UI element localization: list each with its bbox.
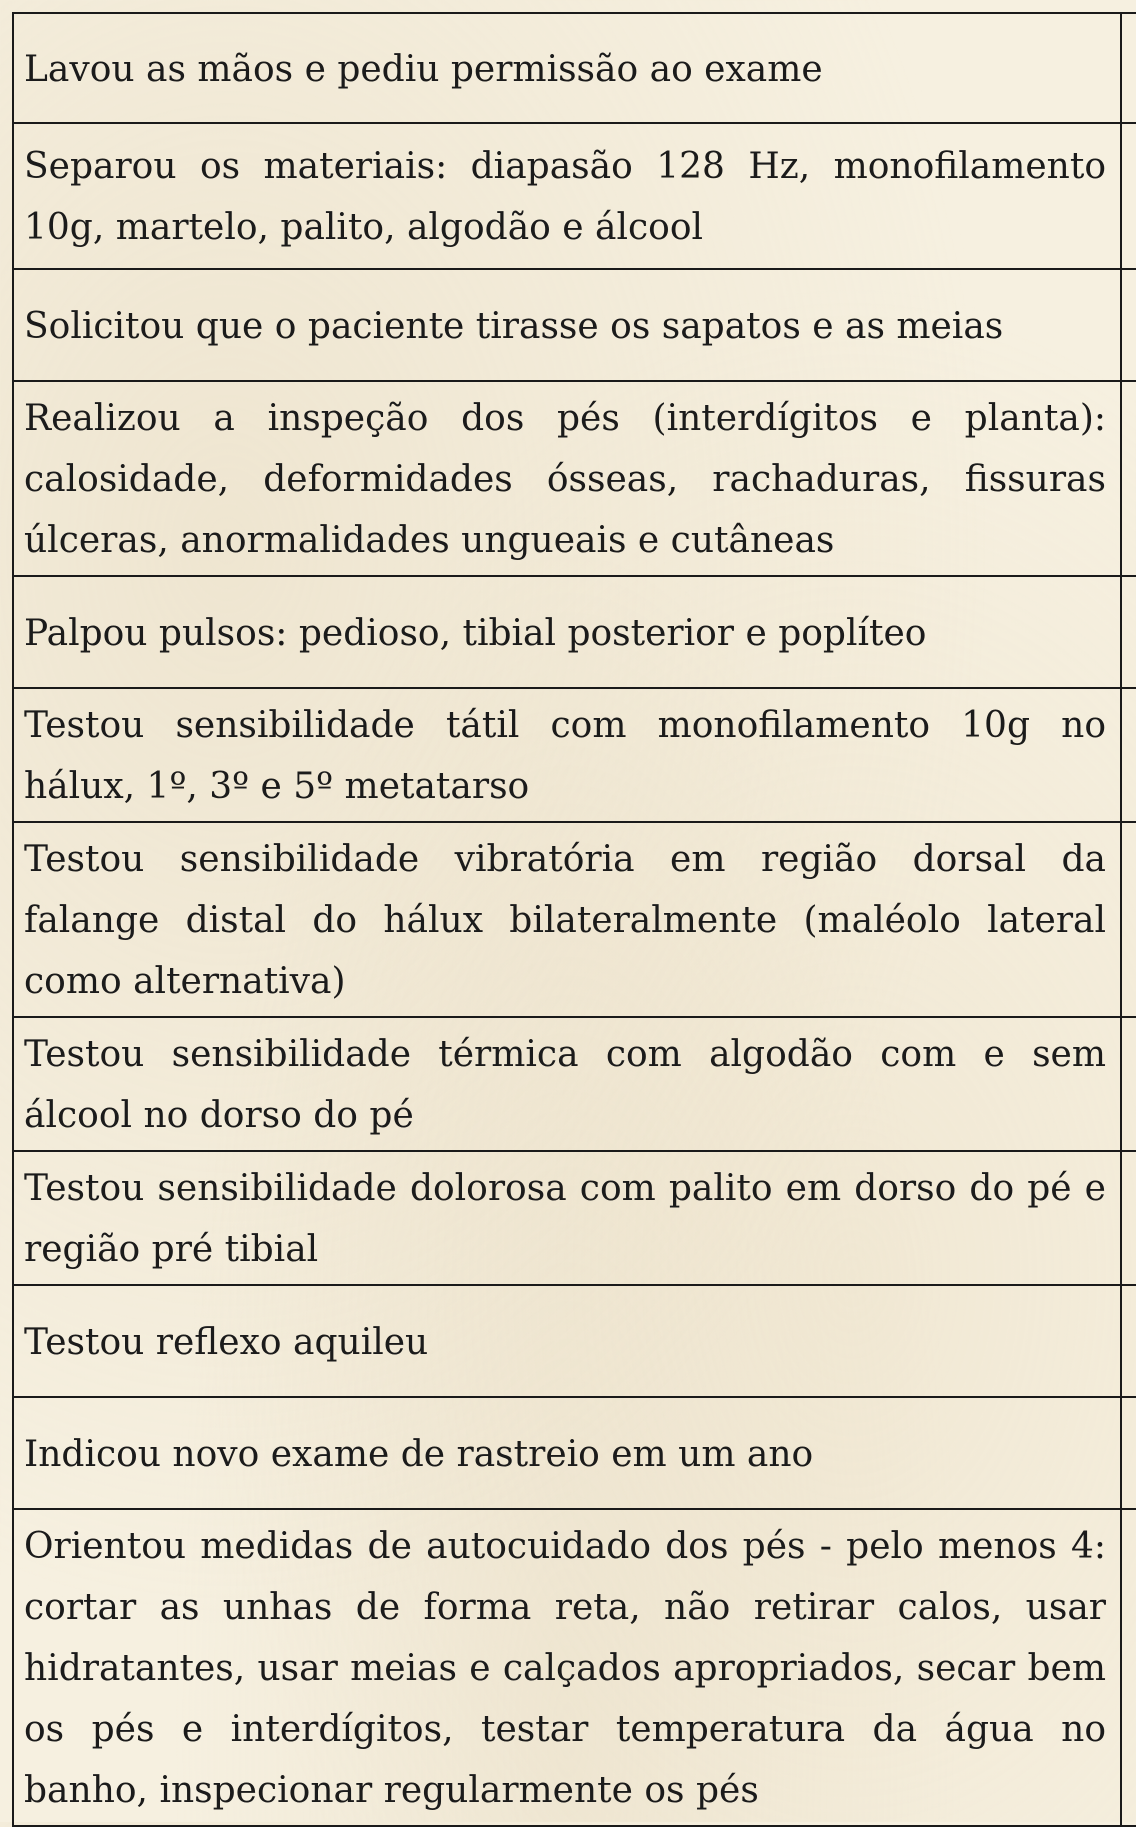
table-row — [13, 576, 1136, 688]
item-text: Testou reflexo aquileu — [24, 1321, 429, 1363]
table-row — [13, 1151, 1136, 1285]
item-cell — [13, 1509, 1121, 1826]
table-row — [13, 688, 1136, 822]
item-cell — [13, 381, 1121, 576]
check-cell[interactable] — [1121, 688, 1136, 822]
item-text: Solicitou que o paciente tirasse os sapatos e as meias — [24, 305, 1004, 347]
item-text: Testou sensibilidade dolorosa com palito em dorso do pé e região pré tibial — [24, 1168, 1106, 1270]
item-text: Realizou a inspeção dos pés (interdígitos e planta): calosidade, deformidades ósseas, rachaduras, fissuras úlceras, anormalidades ungueais e cutâneas — [24, 398, 1106, 561]
item-cell — [13, 1285, 1121, 1397]
check-cell[interactable] — [1121, 123, 1136, 269]
check-cell[interactable] — [1121, 1017, 1136, 1151]
item-cell — [13, 123, 1121, 269]
check-cell[interactable] — [1121, 822, 1136, 1017]
item-cell — [13, 576, 1121, 688]
check-cell[interactable] — [1121, 13, 1136, 123]
item-text: Testou sensibilidade térmica com algodão com e sem álcool no dorso do pé — [24, 1034, 1106, 1136]
check-cell[interactable] — [1121, 381, 1136, 576]
item-text: Lavou as mãos e pediu permissão ao exame — [24, 48, 823, 90]
check-cell[interactable] — [1121, 1285, 1136, 1397]
item-cell — [13, 13, 1121, 123]
check-cell[interactable] — [1121, 269, 1136, 381]
check-cell[interactable] — [1121, 1397, 1136, 1509]
item-text: Palpou pulsos: pedioso, tibial posterior e poplíteo — [24, 612, 927, 654]
table-row — [13, 381, 1136, 576]
foot-exam-checklist-table — [12, 12, 1136, 1827]
item-text: Testou sensibilidade vibratória em região dorsal da falange distal do hálux bilateralmente (maléolo lateral como alternativa) — [24, 839, 1106, 1002]
check-cell[interactable] — [1121, 576, 1136, 688]
item-cell — [13, 1151, 1121, 1285]
item-cell — [13, 1397, 1121, 1509]
item-text: Separou os materiais: diapasão 128 Hz, monofilamento 10g, martelo, palito, algodão e álcool — [24, 146, 1106, 248]
table-row — [13, 1397, 1136, 1509]
item-cell — [13, 1017, 1121, 1151]
table-row — [13, 123, 1136, 269]
item-cell — [13, 269, 1121, 381]
item-text: Testou sensibilidade tátil com monofilamento 10g no hálux, 1º, 3º e 5º metatarso — [24, 705, 1106, 807]
item-text: Indicou novo exame de rastreio em um ano — [24, 1433, 814, 1475]
item-text: Orientou medidas de autocuidado dos pés - pelo menos 4: cortar as unhas de forma reta, não retirar calos, usar hidratantes, usar meias e calçados apropriados, secar bem os pés e interdígitos, testar temperatura da água no banho, inspecionar regularmente os pés — [24, 1526, 1106, 1811]
table-row — [13, 1285, 1136, 1397]
check-cell[interactable] — [1121, 1151, 1136, 1285]
check-cell[interactable] — [1121, 1509, 1136, 1826]
table-row — [13, 1509, 1136, 1826]
item-cell — [13, 822, 1121, 1017]
item-cell — [13, 688, 1121, 822]
table-row — [13, 269, 1136, 381]
table-row — [13, 13, 1136, 123]
table-row — [13, 1017, 1136, 1151]
table-row — [13, 822, 1136, 1017]
